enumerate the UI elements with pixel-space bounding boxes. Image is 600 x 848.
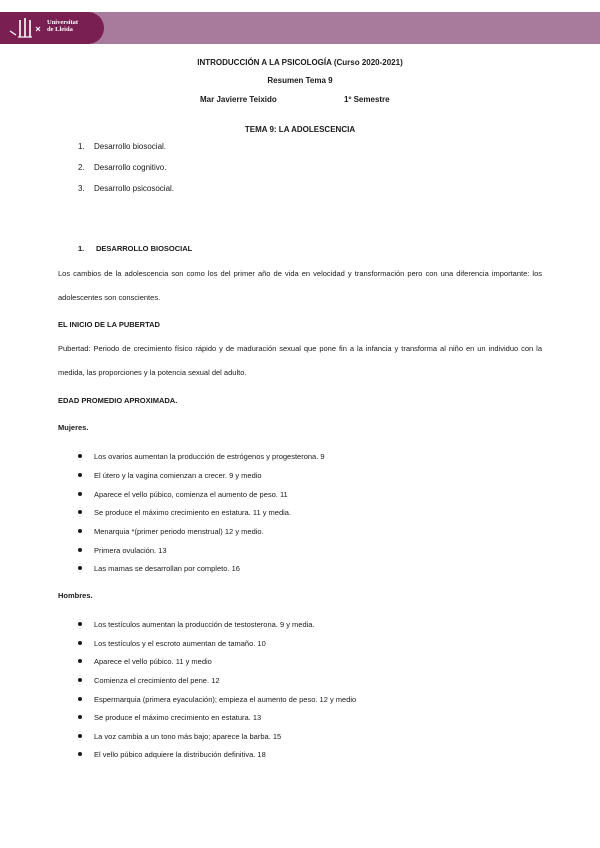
toc-text: Desarrollo biosocial.: [94, 142, 167, 151]
section-heading: [78, 244, 193, 253]
bullet-icon: [78, 510, 82, 514]
list-item-text: Los testículos y el escroto aumentan de tamaño. 10: [94, 639, 266, 648]
university-emblem-icon: [6, 17, 44, 39]
bullet-icon: [78, 641, 82, 645]
list-item-text: Se produce el máximo crecimiento en estatura. 13: [94, 713, 262, 722]
logo-line-2: de Lleida: [47, 26, 73, 33]
logo-line-1: Universitat: [47, 19, 79, 26]
toc-text: Desarrollo cognitivo.: [94, 163, 167, 172]
semester: 1º Semestre: [344, 95, 390, 104]
pubertad-paragraph: Pubertad: Periodo de crecimiento físico rápido y de maduración sexual que pone fin a la infancia y transforma al niño en un individuo con la medida, las proporciones y la potencia sexual del adulto.: [58, 344, 542, 377]
list-item-text: Primera ovulación. 13: [94, 546, 167, 555]
bullet-icon: [78, 752, 82, 756]
list-item-text: Comienza el crecimiento del pene. 12: [94, 676, 220, 685]
bullet-icon: [78, 473, 82, 477]
bullet-icon: [78, 548, 82, 552]
toc-number: 1.: [78, 142, 85, 151]
toc-text: Desarrollo psicosocial.: [94, 184, 175, 193]
list-item-text: Los ovarios aumentan la producción de estrógenos y progesterona. 9: [94, 452, 325, 461]
list-item-text: Menarquia *(primer periodo menstrual) 12 y medio.: [94, 527, 264, 536]
list-item-text: Aparece el vello púbico, comienza el aumento de peso. 11: [94, 490, 288, 499]
list-item-text: La voz cambia a un tono más bajo; aparece la barba. 15: [94, 732, 282, 741]
list-item-text: Aparece el vello púbico. 11 y medio: [94, 657, 212, 666]
logo-text: [47, 19, 78, 33]
list-item-text: Los testículos aumentan la producción de testosterona. 9 y media.: [94, 620, 315, 629]
bullet-icon: [78, 715, 82, 719]
list-item-text: Se produce el máximo crecimiento en estatura. 11 y media.: [94, 508, 292, 517]
document-title: INTRODUCCIÓN A LA PSICOLOGÍA (Curso 2020-2021): [197, 58, 403, 67]
list-item-text: Espermarquia (primera eyaculación); empieza el aumento de peso. 12 y medio: [94, 695, 357, 704]
edad-heading: EDAD PROMEDIO APROXIMADA.: [58, 396, 178, 405]
mujeres-heading: Mujeres.: [58, 423, 89, 432]
hombres-heading: Hombres.: [58, 591, 93, 600]
list-item-text: Las mamas se desarrollan por completo. 16: [94, 564, 240, 573]
bullet-icon: [78, 566, 82, 570]
bullet-icon: [78, 454, 82, 458]
bullet-icon: [78, 734, 82, 738]
bullet-icon: [78, 529, 82, 533]
pubertad-heading: EL INICIO DE LA PUBERTAD: [58, 320, 160, 329]
section-number: 1.: [78, 244, 85, 253]
list-item-text: El útero y la vagina comienzan a crecer. 9 y medio: [94, 471, 262, 480]
author-name: Mar Javierre Teixido: [200, 95, 277, 104]
intro-paragraph: Los cambios de la adolescencia son como los del primer año de vida en velocidad y transformación pero con una diferencia importante: los adolescentes son conscientes.: [58, 269, 542, 302]
bullet-icon: [78, 697, 82, 701]
document-subtitle: Resumen Tema 9: [267, 76, 333, 85]
chapter-title: TEMA 9: LA ADOLESCENCIA: [244, 125, 356, 134]
bullet-icon: [78, 659, 82, 663]
section-title: DESARROLLO BIOSOCIAL: [96, 244, 193, 253]
university-logo: [0, 12, 104, 44]
list-item-text: El vello púbico adquiere la distribución definitiva. 18: [94, 750, 266, 759]
toc-number: 2.: [78, 163, 85, 172]
bullet-icon: [78, 622, 82, 626]
bullet-icon: [78, 678, 82, 682]
toc-number: 3.: [78, 184, 85, 193]
bullet-icon: [78, 492, 82, 496]
